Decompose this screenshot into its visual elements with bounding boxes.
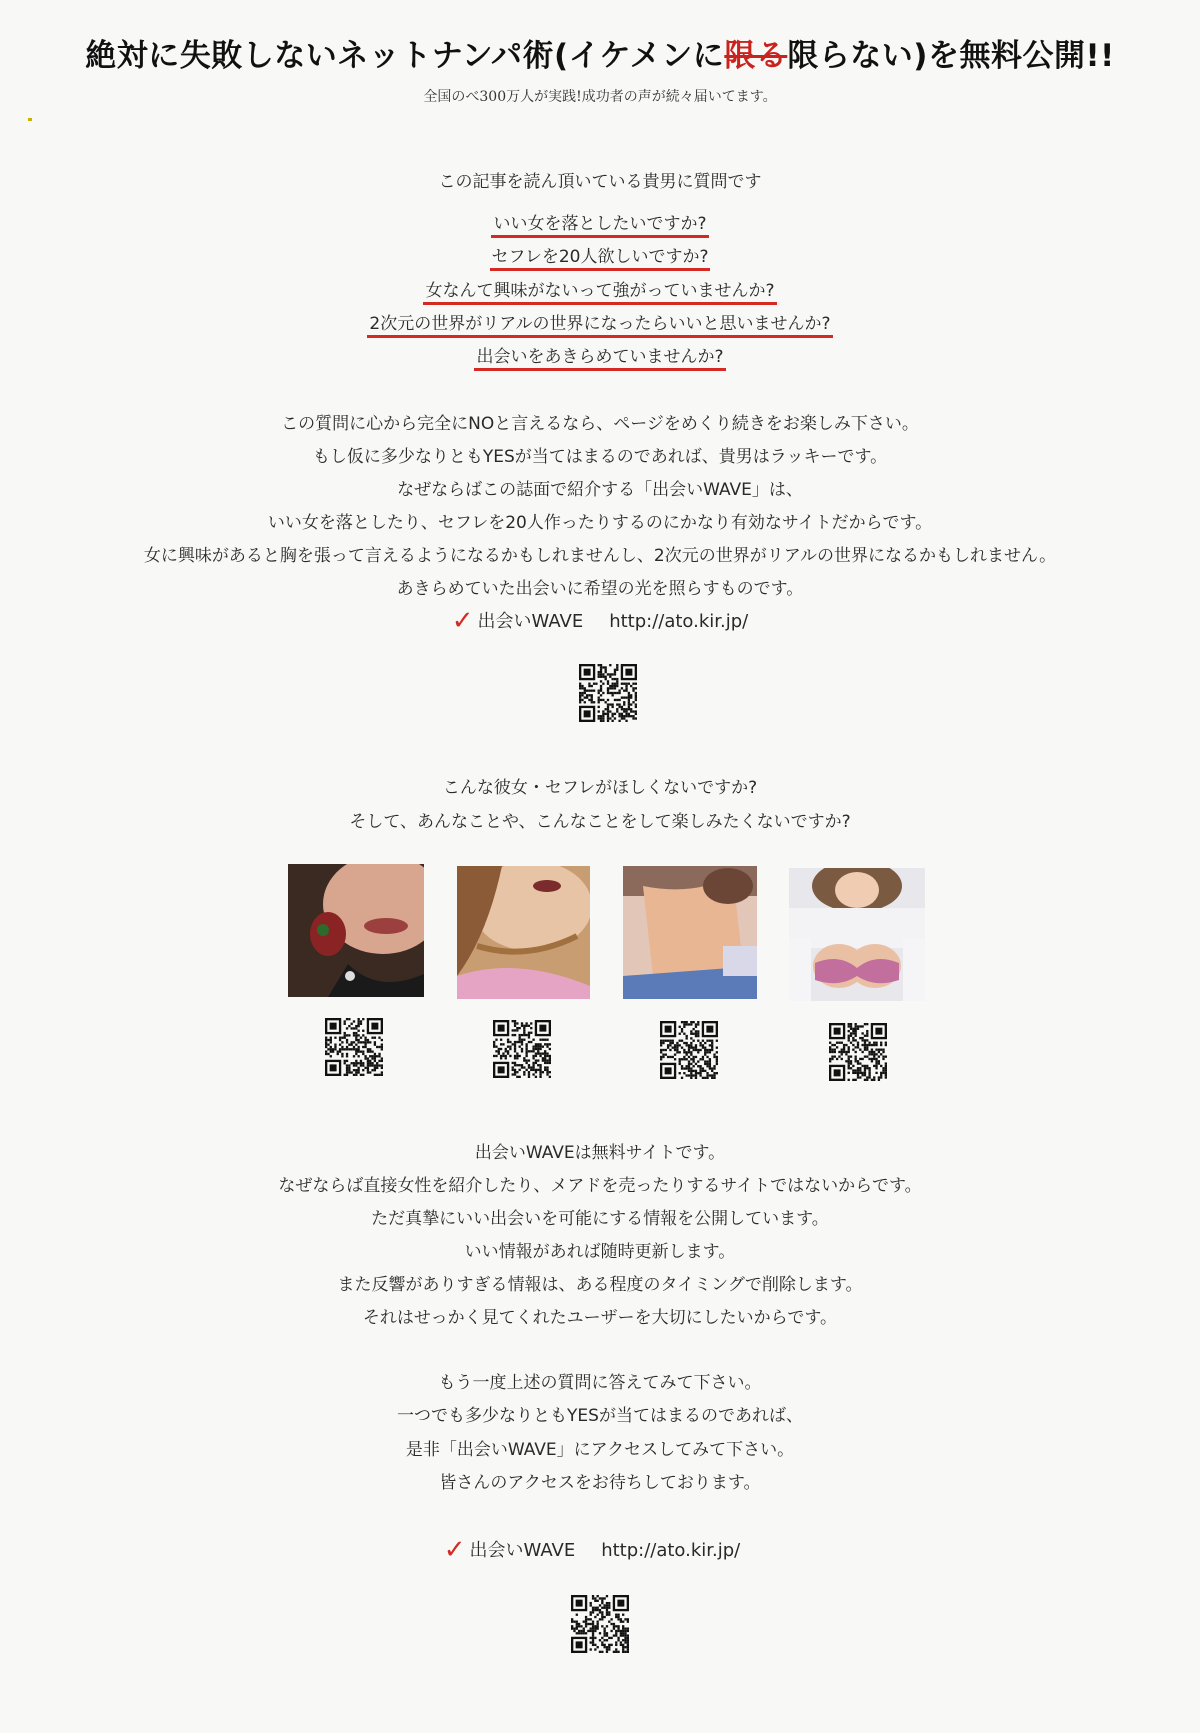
check-icon: ✓ bbox=[451, 606, 474, 636]
body1-line-6: あきらめていた出会いに希望の光を照らすものです。 bbox=[396, 579, 804, 599]
body1-line-4: いい女を落としたり、セフレを20人作ったりするのにかなり有効なサイトだからです。 bbox=[267, 513, 933, 533]
qr-code-icon[interactable] bbox=[660, 1021, 718, 1079]
body2-line-5: また反響がありすぎる情報は、ある程度のタイミングで削除します。 bbox=[337, 1275, 863, 1295]
gallery-line-1: こんな彼女・セフレがほしくないですか? bbox=[442, 778, 758, 798]
question-4: 2次元の世界がリアルの世界になったらいいと思いませんか? bbox=[0, 308, 1200, 341]
site-url[interactable]: http://ato.kir.jp/ bbox=[609, 611, 749, 632]
body3-line-3: 是非「出会いWAVE」にアクセスしてみて下さい。 bbox=[405, 1440, 795, 1460]
headline-part-1: 絶対に失敗しないネットナンパ術(イケメンに bbox=[85, 38, 725, 74]
qr-code-icon[interactable] bbox=[325, 1018, 383, 1076]
photo-1 bbox=[288, 864, 424, 997]
headline-part-2: 限らない)を無料公開!! bbox=[787, 38, 1115, 74]
body1-line-2: もし仮に多少なりともYESが当てはまるのであれば、貴男はラッキーです。 bbox=[312, 447, 888, 467]
body1-line-3: なぜならばこの誌面で紹介する「出会いWAVE」は、 bbox=[397, 480, 803, 500]
body2-line-4: いい情報があれば随時更新します。 bbox=[464, 1242, 736, 1262]
photo-4 bbox=[789, 868, 925, 1001]
intro-lead: この記事を読ん頂いている貴男に質問です bbox=[438, 172, 762, 192]
subtitle: 全国のべ300万人が実践!成功者の声が続々届いてます。 bbox=[423, 89, 777, 105]
gallery-line-2: そして、あんなことや、こんなことをして楽しみたくないですか? bbox=[349, 812, 851, 832]
body2-line-3: ただ真摯にいい出会いを可能にする情報を公開しています。 bbox=[371, 1209, 829, 1229]
question-2: セフレを20人欲しいですか? bbox=[0, 241, 1200, 274]
photo-2 bbox=[457, 866, 590, 999]
site-name: 出会いWAVE bbox=[469, 1540, 576, 1561]
qr-code-icon[interactable] bbox=[579, 664, 637, 722]
photo-3 bbox=[623, 866, 757, 999]
body2-line-6: それはせっかく見てくれたユーザーを大切にしたいからです。 bbox=[362, 1308, 838, 1328]
question-3: 女なんて興味がないって強がっていませんか? bbox=[0, 275, 1200, 308]
question-5: 出会いをあきらめていませんか? bbox=[0, 341, 1200, 374]
qr-code-icon[interactable] bbox=[829, 1023, 887, 1081]
site-name: 出会いWAVE bbox=[477, 611, 584, 632]
qr-code-icon[interactable] bbox=[571, 1595, 629, 1653]
site-link-row-2[interactable] bbox=[0, 1532, 1192, 1568]
check-icon: ✓ bbox=[443, 1535, 466, 1565]
body2-line-1: 出会いWAVEは無料サイトです。 bbox=[474, 1143, 726, 1163]
body1-line-5: 女に興味があると胸を張って言えるようになるかもしれませんし、2次元の世界がリアルの世界になるかもしれません。 bbox=[143, 546, 1057, 566]
print-mark bbox=[28, 118, 32, 121]
body3-line-2: 一つでも多少なりともYESが当てはまるのであれば、 bbox=[397, 1406, 803, 1426]
headline bbox=[0, 30, 1200, 75]
question-1: いい女を落としたいですか? bbox=[0, 208, 1200, 241]
body3-line-1: もう一度上述の質問に答えてみて下さい。 bbox=[438, 1373, 762, 1393]
headline-strikethrough: 限る bbox=[724, 38, 788, 74]
body3-line-4: 皆さんのアクセスをお待ちしております。 bbox=[439, 1473, 761, 1493]
body2-line-2: なぜならば直接女性を紹介したり、メアドを売ったりするサイトではないからです。 bbox=[278, 1176, 922, 1196]
site-link-row-1[interactable] bbox=[0, 603, 1200, 639]
qr-code-icon[interactable] bbox=[493, 1020, 551, 1078]
body1-line-1: この質問に心から完全にNOと言えるなら、ページをめくり続きをお楽しみ下さい。 bbox=[281, 414, 919, 434]
site-url[interactable]: http://ato.kir.jp/ bbox=[601, 1540, 741, 1561]
